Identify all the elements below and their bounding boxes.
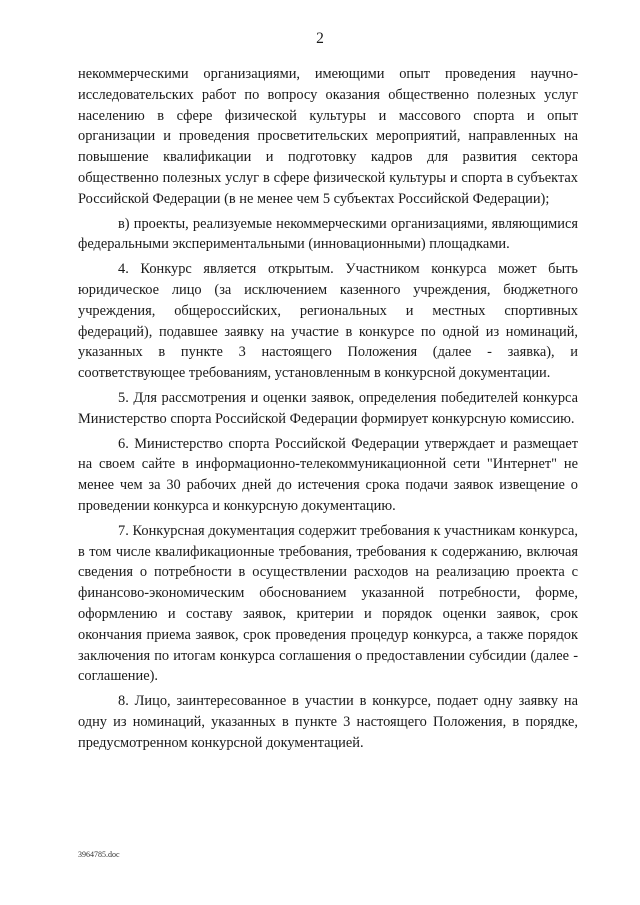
paragraph-item-v: в) проекты, реализуемые некоммерческими организациями, являющимися федеральными экспериментальными (инновационными) площадками. [78,215,578,253]
file-reference: 3964785.doc [78,850,120,859]
paragraph-7: 7. Конкурсная документация содержит требования к участникам конкурса, в том числе квалификационные требования, требования к содержанию, включая сведения о потребности в осуществлении расходов на реализацию проекта с финансово-экономическим обоснованием указанной потребности, форме, оформлению и составу заявок, критерии и порядок оценки заявок, срок окончания приема заявок, срок проведения процедур конкурса, а также порядок заключения по итогам конкурса соглашения о предоставлении субсидии (далее - соглашение). [78,522,578,685]
paragraph-5: 5. Для рассмотрения и оценки заявок, определения победителей конкурса Министерство спорта Российской Федерации формирует конкурсную комиссию. [78,389,578,427]
paragraph-4: 4. Конкурс является открытым. Участником конкурса может быть юридическое лицо (за исключением казенного учреждения, бюджетного учреждения, общероссийских, региональных и местных спортивных федераций), подавшее заявку на участие в конкурсе по одной из номинаций, указанных в пункте 3 настоящего Положения (далее - заявка), и соответствующее требованиям, установленным в конкурсной документации. [78,261,578,382]
paragraph-continuation: некоммерческими организациями, имеющими опыт проведения научно-исследовательских работ по вопросу оказания общественно полезных услуг населению в сфере физической культуры и массового спорта и опыт организации и проведения просветительских мероприятий, направленных на повышение квалификации и подготовку кадров для развития сектора общественно полезных услуг в сфере физической культуры и спорта в субъектах Российской Федерации (в не менее чем 5 субъектах Российской Федерации); [78,66,578,207]
page-number: 2 [316,30,324,47]
document-body [78,64,578,758]
paragraph-6: 6. Министерство спорта Российской Федерации утверждает и размещает на своем сайте в информационно-телекоммуникационной сети "Интернет" не менее чем за 30 рабочих дней до истечения срока подачи заявок извещение о проведении конкурса и конкурсную документацию. [78,435,578,514]
paragraph-8: 8. Лицо, заинтересованное в участии в конкурсе, подает одну заявку на одну из номинаций, указанных в пункте 3 настоящего Положения, в порядке, предусмотренном конкурсной документацией. [78,693,578,751]
